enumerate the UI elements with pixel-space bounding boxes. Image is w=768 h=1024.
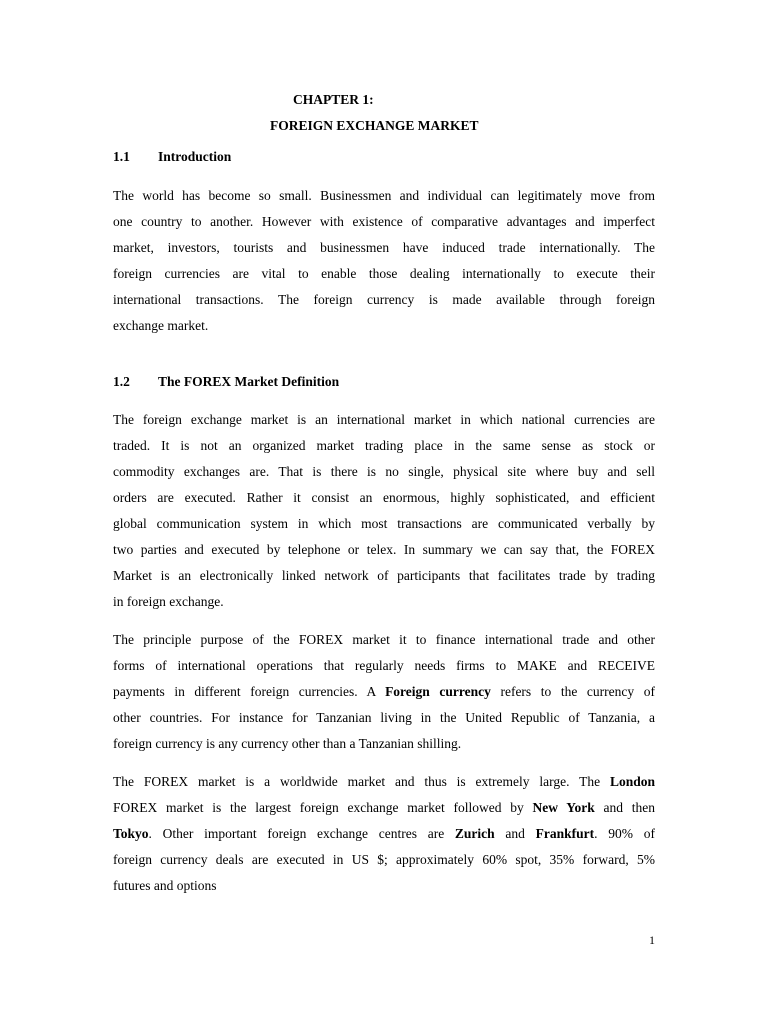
- bold-term: Zurich: [454, 826, 495, 841]
- text-segment: The FOREX market is a worldwide market and thus is extremely large. The: [113, 774, 610, 789]
- text-segment: refers to the currency of: [490, 684, 655, 699]
- bold-term: New York: [532, 800, 595, 815]
- text-line: other countries. For instance for Tanzanian living in the United Republic of Tanzania, a: [113, 710, 655, 725]
- text-segment: . Other important foreign exchange centres are: [148, 826, 455, 841]
- text-segment: FOREX market is the largest foreign exchange market followed by: [113, 800, 533, 815]
- text-line: The foreign exchange market is an international market in which national currencies are: [113, 412, 655, 427]
- text-line: traded. It is not an organized market trading place in the same sense as stock or: [113, 438, 655, 453]
- section-title: The FOREX Market Definition: [158, 374, 340, 389]
- text-line: commodity exchanges are. That is there is no single, physical site where buy and sell: [113, 464, 655, 479]
- text-line: foreign currency is any currency other than a Tanzanian shilling.: [113, 736, 462, 751]
- text-line: foreign currency deals are executed in US $; approximately 60% spot, 35% forward, 5%: [113, 852, 655, 867]
- text-line: exchange market.: [113, 318, 209, 333]
- text-line: orders are executed. Rather it consist an enormous, highly sophisticated, and efficient: [113, 490, 655, 505]
- text-line: The world has become so small. Businessmen and individual can legitimately move from: [113, 188, 655, 203]
- paragraph-forex-definition: [113, 407, 655, 615]
- text-line: global communication system in which most transactions are communicated verbally by: [113, 516, 655, 531]
- text-line: forms of international operations that regularly needs firms to MAKE and RECEIVE: [113, 658, 655, 673]
- paragraph-forex-purpose: [113, 627, 655, 757]
- bold-term: Frankfurt: [535, 826, 595, 841]
- bold-term: Foreign currency: [385, 684, 491, 699]
- text-line: [113, 769, 655, 795]
- bold-term: London: [609, 774, 655, 789]
- text-segment: and: [494, 826, 536, 841]
- text-line: international transactions. The foreign currency is made available through foreign: [113, 292, 655, 307]
- text-line: in foreign exchange.: [113, 594, 224, 609]
- paragraph-introduction: [113, 183, 655, 339]
- section-title: Introduction: [158, 149, 232, 164]
- text-segment: . 90% of: [594, 826, 655, 841]
- page-number: 1: [649, 933, 655, 947]
- text-segment: and then: [594, 800, 655, 815]
- text-line: two parties and executed by telephone or telex. In summary we can say that, the FOREX: [113, 542, 655, 557]
- bold-term: Tokyo: [113, 826, 149, 841]
- text-line: [113, 821, 655, 847]
- paragraph-forex-size: [113, 769, 655, 899]
- text-line: futures and options: [113, 878, 217, 893]
- text-line: one country to another. However with existence of comparative advantages and imperfect: [113, 214, 655, 229]
- text-line: Market is an electronically linked network of participants that facilitates trade by trading: [113, 568, 655, 583]
- text-line: The principle purpose of the FOREX market it to finance international trade and other: [113, 632, 655, 647]
- text-segment: payments in different foreign currencies. A: [113, 684, 386, 699]
- chapter-label: CHAPTER 1:: [293, 92, 374, 107]
- section-number: 1.1: [113, 149, 130, 164]
- text-line: market, investors, tourists and businessmen have induced trade internationally. The: [113, 240, 655, 255]
- text-line: [113, 679, 655, 705]
- text-line: [113, 795, 655, 821]
- text-line: foreign currencies are vital to enable those dealing internationally to execute their: [113, 266, 655, 281]
- chapter-title: FOREIGN EXCHANGE MARKET: [270, 118, 479, 133]
- section-number: 1.2: [113, 374, 130, 389]
